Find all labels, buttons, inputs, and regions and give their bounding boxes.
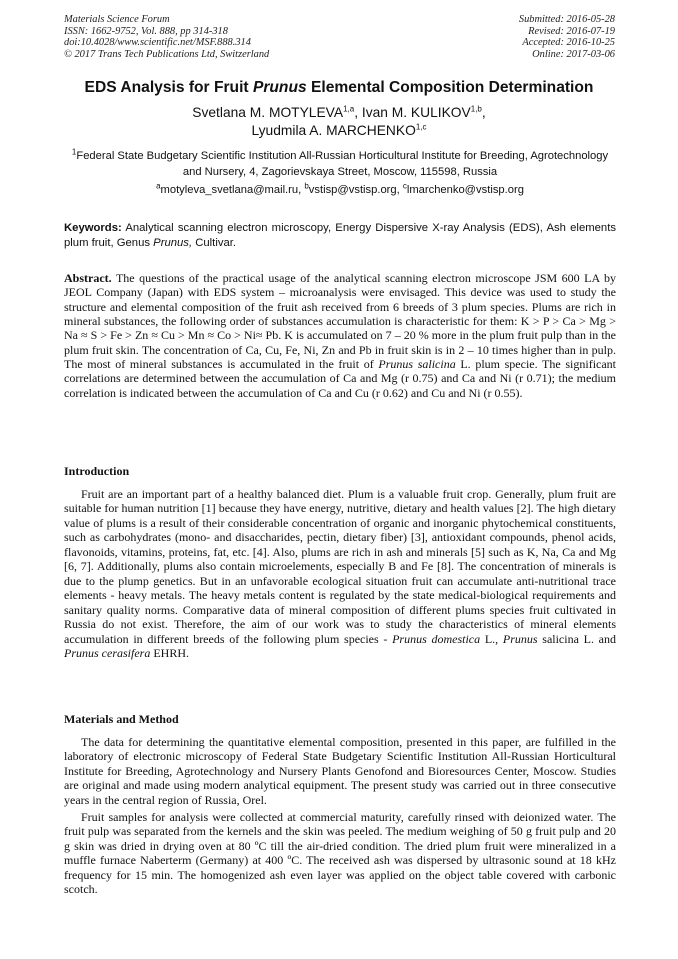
section-heading-introduction: Introduction xyxy=(64,464,130,478)
journal-name: Materials Science Forum xyxy=(64,14,170,25)
revised-date: Revised: 2016-07-19 xyxy=(528,25,615,37)
doi-line: doi:10.4028/www.scientific.net/MSF.888.314 xyxy=(64,37,251,49)
paper-title: EDS Analysis for Fruit Prunus Elemental Composition Determination xyxy=(84,79,594,96)
methods-paragraph: Fruit samples for analysis were collected at commercial maturity, carefully rinsed with deionized water. The fruit pulp was separated from the kernels and the skin was peeled. The medium weighing of 50 g fruit pulp and 20 g skin was dried in drying oven at 80 ºC till the air-dried condition. The dried plum fruit were mineralized in a muffle furnace Naberterm (Germany) at 400 ºC. The received ash was dispersed by ultrasonic sound at 18 kHz frequency for 15 min. The homogenized ash even layer was applied on the object table covered with carbonic scotch. xyxy=(64,810,616,897)
publication-dates xyxy=(519,14,615,60)
introduction-paragraph: Fruit are an important part of a healthy balanced diet. Plum is a valuable fruit crop. Generally, plum fruit are suitable for human nutrition [1] because they have energy, nutritive, dietary and health values [2]. The high dietary value of plums is a result of their considerable concentration of organic and inorganic phytochemical constituents, such as carbohydrates (mono- and disaccharides, pectin, dietary fiber) [3], antioxidant compounds, phenol acids, flavonoids, vitamins, proteins, fat, etc. [4]. Also, plums are rich in ash and minerals [5] such as K, Na, Ca and Mg [6, 7]. Additionally, plums also contain microelements, especially B and Fe [8]. The concentration of minerals is due to the plump genetics. But in an unfavorable ecological situation fruit can accumulate anti-nutritional trace elements - heavy metals. The heavy metals content is regulated by the state medical-biological requirements and sanitary quality norms. Comparative data of mineral composition of different plums species fruit cultivated in Russia do not exist. Therefore, the aim of our work was to study the characteristics of mineral elements accumulation in different breeds of the following plum species - Prunus domestica L., Prunus salicina L. and Prunus cerasifera EHRH. xyxy=(64,487,616,660)
author-name: Svetlana M. MOTYLEVA xyxy=(192,105,344,120)
author-name: Lyudmila A. MARCHENKO xyxy=(251,123,416,138)
author-name: Ivan M. KULIKOV xyxy=(361,105,471,120)
copyright-line: © 2017 Trans Tech Publications Ltd, Switzerland xyxy=(64,48,270,60)
abstract-label: Abstract. xyxy=(64,271,112,285)
accepted-date: Accepted: 2016-10-25 xyxy=(522,37,615,49)
submitted-date: Submitted: 2016-05-28 xyxy=(518,14,615,25)
methods-paragraph: The data for determining the quantitative elemental composition, presented in this paper, are fulfilled in the laboratory of electronic microscopy of Federal State Budgetary Scientific Institution All-Russian Horticultural Institute for Breeding, Agrotechnology and Nursery Plants Genofond and Bioresources Center, Moscow. Studies are original and made using modern analytical equipment. The present study was carried out in three consecutive years in the central region of Russia, Orel. xyxy=(64,735,616,807)
keywords: Keywords: Analytical scanning electron microscopy, Energy Dispersive X-ray Analysis (EDS), Ash elements plum fruit, Genus Prunus, Cultivar. xyxy=(64,222,616,249)
journal-info xyxy=(64,14,269,60)
email-link[interactable]: lmarchenko@vstisp.org xyxy=(406,184,524,196)
keywords-label: Keywords: xyxy=(64,222,122,234)
email-link[interactable]: motyleva_svetlana@mail.ru xyxy=(160,184,299,196)
author-list: Svetlana M. MOTYLEVA$^{1,a}$, Ivan M. KULIKOV$^{1,b}$, Lyudmila A. MARCHENKO$^{1,c}$ xyxy=(192,104,486,138)
online-date: Online: 2017-03-06 xyxy=(532,48,615,60)
issn-line: ISSN: 1662-9752, Vol. 888, pp 314-318 xyxy=(64,25,228,37)
section-heading-methods: Materials and Method xyxy=(64,712,179,726)
email-link[interactable]: vstisp@vstisp.org xyxy=(308,184,397,196)
author-emails: $^a$motyleva_svetlana@mail.ru, $^b$vstisp@vstisp.org, $^c$lmarchenko@vstisp.org xyxy=(156,181,524,196)
abstract: Abstract. The questions of the practical usage of the analytical scanning electron microscope JSM 600 LA by JEOL Company (Japan) with EDS system – microanalysis were envisaged. This device was used to study the structure and elemental composition of the fruit ash received from 6 breeds of 3 plum species. Plums are rich in mineral substances, the following order of substances accumulation is characteristic for them: K > P > Ca > Mg > Na ≈ S > Fe > Zn ≈ Cu > Mn ≈ Co > Ni≈ Pb. K is accumulated on 7 – 20 % more in the plum fruit pulp than in the plum fruit skin. The concentration of Ca, Cu, Fe, Ni, Zn and Pb in fruit skin is in 2 – 10 times higher than in pulp. The most of mineral substances is accumulated in the fruit of Prunus salicina L. plum specie. The significant correlations are determined between the accumulation of Ca and Mg (r 0.75) and Ca and Ni (r 0.71); the medium correlation is indicated between the accumulation of Ca and Cu (r 0.62) and Cu and Ni (r 0.55). xyxy=(64,271,617,400)
affiliation: $^1$Federal State Budgetary Scientific Institution All-Russian Horticultural Institute for Breeding, Agrotechnology and Nursery, 4, Zagorievskaya Street, Moscow, 115598, Russia xyxy=(71,147,609,178)
